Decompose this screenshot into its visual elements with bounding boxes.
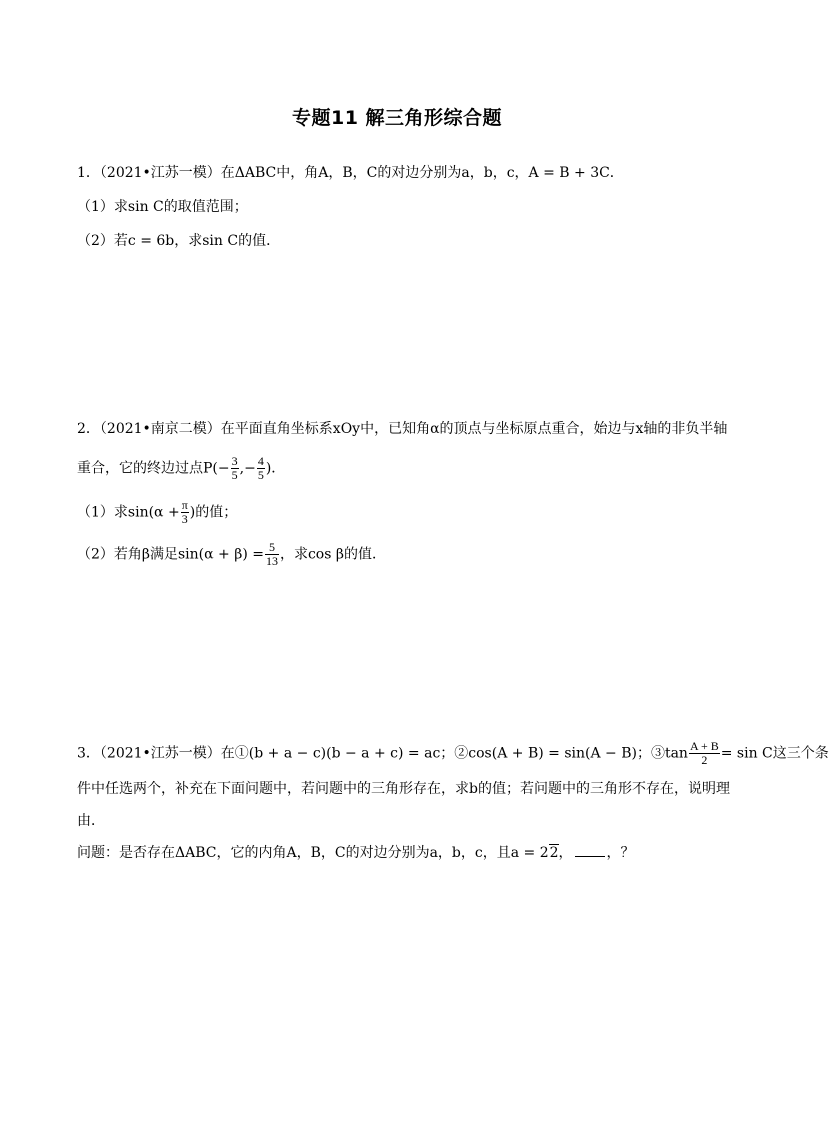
fraction-pi-3 xyxy=(181,499,189,526)
fraction-numerator: 5 xyxy=(265,541,279,555)
question-1-part-2: （2）若c = 6b，求sin C的值． xyxy=(77,233,281,249)
question-1-stem: 1．（2021•江苏一模）在ΔABC中，角A，B，C的对边分别为a，b，c，A = B + 3C． xyxy=(77,165,624,181)
fill-in-blank xyxy=(575,844,605,857)
question-3-problem-text-a: 问题：是否存在ΔABC，它的内角A，B，C的对边分别为a，b，c，且a = 2 xyxy=(77,845,549,861)
question-2-part-2-text-b: ，求cos β的值． xyxy=(279,546,386,563)
question-2-stem-continued xyxy=(77,455,285,482)
question-3-stem xyxy=(77,740,829,767)
question-3-problem-text-c: ，？ xyxy=(606,845,635,861)
question-2-part-1-text-a: （1）求sin(α + xyxy=(77,504,180,521)
fraction-denominator: 5 xyxy=(257,468,264,482)
sqrt-radicand: 2 xyxy=(549,845,559,861)
fraction-denominator: 3 xyxy=(181,512,188,526)
fraction-4-5 xyxy=(257,455,265,482)
question-2-part-1-text-b: )的值； xyxy=(189,504,238,521)
question-2-text-b: )． xyxy=(265,460,286,477)
fraction-denominator: 2 xyxy=(701,753,708,767)
fraction-numerator: 3 xyxy=(231,454,238,468)
fraction-numerator: A + B xyxy=(689,739,719,753)
question-2-part-1 xyxy=(77,499,237,526)
question-3-problem xyxy=(77,843,635,863)
fraction-denominator: 5 xyxy=(231,468,238,482)
fraction-5-13 xyxy=(265,541,279,568)
fraction-3-5 xyxy=(231,455,239,482)
question-3-text-b: = sin C这三个条 xyxy=(720,745,829,762)
page-title: 专题11 解三角形综合题 xyxy=(291,107,503,129)
fraction-numerator: 4 xyxy=(257,454,264,468)
question-2-text-a: 重合，它的终边过点P(− xyxy=(77,460,230,477)
question-2-separator: ,− xyxy=(239,460,256,477)
question-3-text-a: 3．（2021•江苏一模）在①(b + a − c)(b − a + c) = ac；②cos(A + B) = sin(A − B)；③tan xyxy=(77,745,688,762)
question-3-stem-end: 由． xyxy=(77,813,105,829)
fraction-a-plus-b-over-2 xyxy=(689,740,720,767)
fraction-denominator: 13 xyxy=(265,554,278,568)
fraction-numerator: π xyxy=(181,498,188,512)
question-1-part-1: （1）求sin C的取值范围； xyxy=(77,199,248,215)
question-3-problem-text-b: ， xyxy=(558,845,573,861)
question-2-stem: 2．（2021•南京二模）在平面直角坐标系xOy中，已知角α的顶点与坐标原点重合，始边与x轴的非负半轴 xyxy=(77,421,728,437)
question-2-part-2-text-a: （2）若角β满足sin(α + β) = xyxy=(77,546,264,563)
question-3-stem-continued: 件中任选两个，补充在下面问题中，若问题中的三角形存在，求b的值；若问题中的三角形不存在，说明理 xyxy=(77,781,730,797)
question-2-part-2 xyxy=(77,541,386,568)
